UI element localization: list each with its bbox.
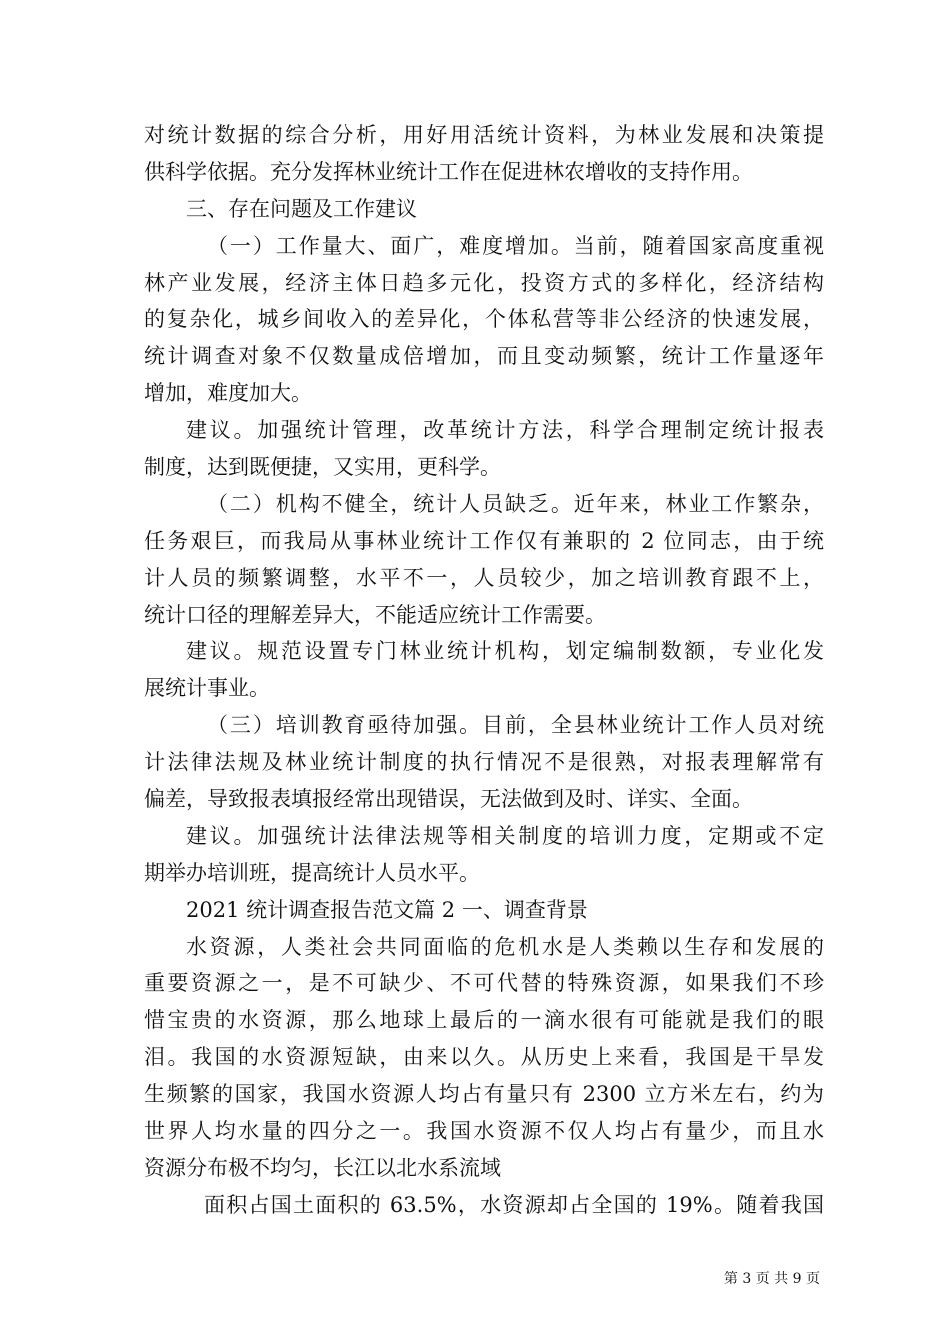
section-heading: 2021 统计调查报告范文篇 2 一、调查背景: [186, 897, 588, 922]
text-line: 供科学依据。充分发挥林业统计工作在促进林农增收的支持作用。: [144, 159, 753, 184]
text-line: 对统计数据的综合分析，用好用活统计资料，为林业发展和决策提: [144, 123, 824, 147]
text-line: 的复杂化，城乡间收入的差异化，个体私营等非公经济的快速发展，: [144, 307, 824, 332]
text-line: 面积占国土面积的 63.5%，水资源却占全国的 19%。随着我国: [204, 1192, 824, 1217]
text-line: 制度，达到既便捷，又实用，更科学。: [144, 455, 501, 480]
text-line: 建议。规范设置专门林业统计机构，划定编制数额，专业化发: [186, 639, 824, 664]
text-line: 惜宝贵的水资源，那么地球上最后的一滴水很有可能就是我们的眼: [144, 1008, 824, 1033]
text-line: 资源分布极不均匀，长江以北水系流域: [144, 1155, 501, 1180]
text-line: （三）培训教育亟待加强。目前，全县林业统计工作人员对统: [207, 713, 824, 738]
text-line: 世界人均水量的四分之一。我国水资源不仅人均占有量少，而且水: [144, 1119, 824, 1144]
text-line: 期举办培训班，提高统计人员水平。: [144, 860, 480, 885]
text-line: （二）机构不健全，统计人员缺乏。近年来，林业工作繁杂，: [207, 491, 824, 516]
text-line: 生频繁的国家，我国水资源人均占有量只有 2300 立方米左右，约为: [144, 1082, 824, 1107]
text-line: 统计调查对象不仅数量成倍增加，而且变动频繁，统计工作量逐年: [144, 344, 824, 369]
text-line: 建议。加强统计法律法规等相关制度的培训力度，定期或不定: [186, 823, 824, 848]
text-line: 水资源，人类社会共同面临的危机水是人类赖以生存和发展的: [186, 934, 824, 959]
text-line: 林产业发展，经济主体日趋多元化，投资方式的多样化，经济结构: [144, 270, 824, 295]
text-line: 重要资源之一，是不可缺少、不可代替的特殊资源，如果我们不珍: [144, 971, 824, 996]
text-line: 统计口径的理解差异大，不能适应统计工作需要。: [144, 602, 606, 627]
section-heading: 三、存在问题及工作建议: [186, 196, 417, 221]
text-line: 建议。加强统计管理，改革统计方法，科学合理制定统计报表: [186, 418, 824, 443]
text-line: 任务艰巨，而我局从事林业统计工作仅有兼职的 2 位同志，由于统: [144, 528, 824, 553]
document-body: [144, 117, 824, 1224]
page-number: 第 3 页 共 9 页: [723, 1271, 820, 1287]
text-line: 计人员的频繁调整，水平不一，人员较少，加之培训教育跟不上，: [144, 565, 824, 590]
text-line: 增加，难度加大。: [144, 381, 312, 406]
text-line: 计法律法规及林业统计制度的执行情况不是很熟，对报表理解常有: [144, 750, 824, 775]
text-line: 泪。我国的水资源短缺，由来以久。从历史上来看，我国是干旱发: [144, 1045, 824, 1070]
text-line: （一）工作量大、面广，难度增加。当前，随着国家高度重视: [207, 233, 824, 258]
text-line: 展统计事业。: [144, 676, 270, 701]
text-line: 偏差，导致报表填报经常出现错误，无法做到及时、详实、全面。: [144, 787, 753, 812]
